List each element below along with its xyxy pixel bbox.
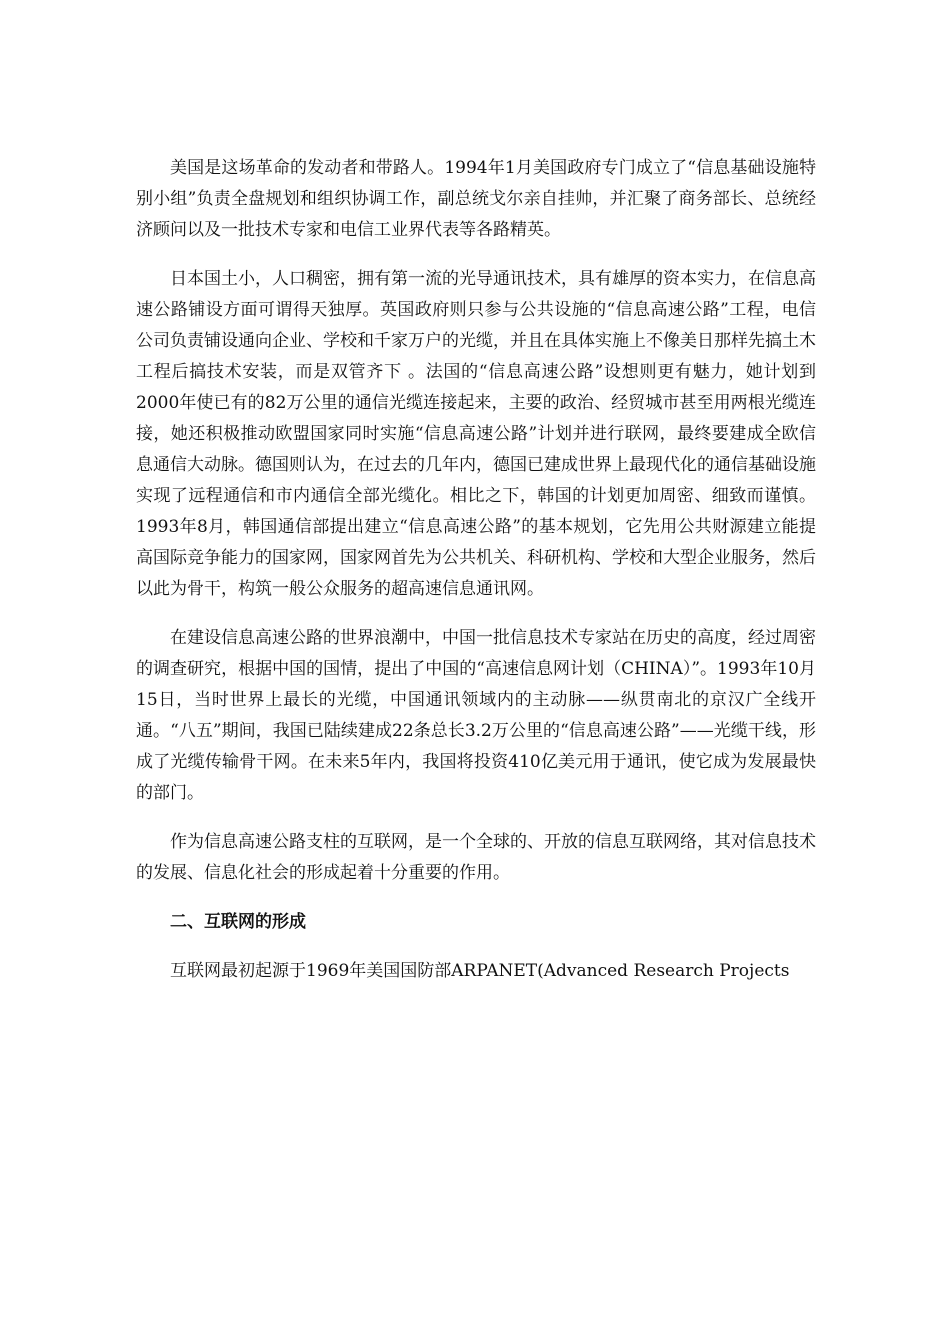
paragraph-internet-pillar: 作为信息高速公路支柱的互联网，是一个全球的、开放的信息互联网络，其对信息技术的发展、信息化社会的形成起着十分重要的作用。 bbox=[136, 832, 816, 883]
paragraph-internet-origin: 互联网最初起源于1969年美国国防部ARPANET(Advanced Research Projects bbox=[170, 961, 790, 981]
section-heading: 二、互联网的形成 bbox=[170, 912, 306, 932]
paragraph-china: 在建设信息高速公路的世界浪潮中，中国一批信息技术专家站在历史的高度，经过周密的调查研究，根据中国的国情，提出了中国的“高速信息网计划（CHINA）”。1993年10月15日，当时世界上最长的光缆，中国通讯领域内的主动脉——纵贯南北的京汉广全线开通。“八五”期间，我国已陆续建成22条总长3.2万公里的“信息高速公路”——光缆干线，形成了光缆传输骨干网。在未来5年内，我国将投资410亿美元用于通讯，使它成为发展最快的部门。 bbox=[136, 628, 816, 803]
paragraph-usa: 美国是这场革命的发动者和带路人。1994年1月美国政府专门成立了“信息基础设施特别小组”负责全盘规划和组织协调工作，副总统戈尔亲自挂帅，并汇聚了商务部长、总统经济顾问以及一批技术专家和电信工业界代表等各路精英。 bbox=[136, 158, 816, 240]
paragraph-countries: 日本国土小，人口稠密，拥有第一流的光导通讯技术，具有雄厚的资本实力，在信息高速公路铺设方面可谓得天独厚。英国政府则只参与公共设施的“信息高速公路”工程，电信公司负责铺设通向企业、学校和千家万户的光缆，并且在具体实施上不像美日那样先搞土木工程后搞技术安装，而是双管齐下 。法国的“信息高速公路”设想则更有魅力，她计划到2000年使已有的82万公里的通信光缆连接起来，主要的政治、经贸城市甚至用两根光缆连接，她还积极推动欧盟国家同时实施“信息高速公路”计划并进行联网，最终要建成全欧信息通信大动脉。德国则认为，在过去的几年内，德国已建成世界上最现代化的通信基础设施实现了远程通信和市内通信全部光缆化。相比之下，韩国的计划更加周密、细致而谨慎。1993年8月，韩国通信部提出建立“信息高速公路”的基本规划，它先用公共财源建立能提高国际竞争能力的国家网，国家网首先为公共机关、科研机构、学校和大型企业服务，然后以此为骨干，构筑一般公众服务的超高速信息通讯网。 bbox=[136, 269, 816, 599]
document-body bbox=[136, 153, 816, 1005]
